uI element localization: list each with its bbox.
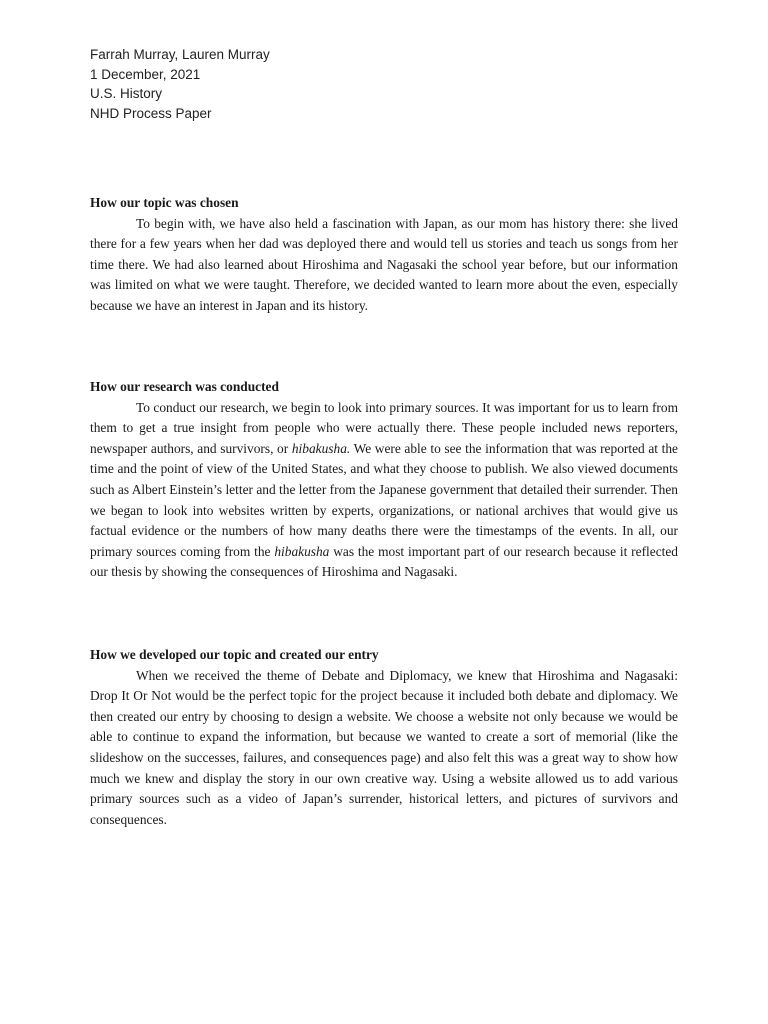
- document-date: 1 December, 2021: [90, 66, 201, 82]
- author-names: Farrah Murray, Lauren Murray: [90, 47, 270, 62]
- course-name: U.S. History: [90, 86, 163, 101]
- section-research-conducted: [90, 377, 678, 583]
- section-heading: How our topic was chosen: [90, 195, 239, 210]
- section-developed-topic: [90, 645, 678, 830]
- document-header: [90, 45, 270, 123]
- section-body: [90, 398, 678, 583]
- section-heading: How we developed our topic and created our entry: [90, 647, 379, 662]
- body-text: To conduct our research, we begin to look into primary sources. It was important for us to learn from them to get a true insight from people who were actually there. These people included news reporters, newspaper authors, and survivors, or: [90, 399, 678, 456]
- italic-term: hibakusha.: [291, 440, 351, 456]
- section-topic-chosen: [90, 193, 678, 317]
- body-text: We were able to see the information that was reported at the time and the point of view of the United States, and what they choose to publish. We also viewed documents such as Albert Einstein’s letter and the letter from the Japanese government that detailed their surrender. Then we began to look into websites written by experts, organizations, or national archives that would give us factual evidence or the numbers of how many deaths there were the timestamps of the events. In all, our primary sources coming from the: [90, 440, 678, 559]
- section-body: When we received the theme of Debate and Diplomacy, we knew that Hiroshima and Nagasaki: Drop It Or Not would be the perfect topic for the project because it included both debate and diplomacy. We then created our entry by choosing to design a website. We choose a website not only because we would be able to continue to expand the information, but because we wanted to create a sort of memorial (like the slideshow on the successes, failures, and consequences page) and also felt this was a great way to show how much we knew and display the story in our own creative way. Using a website allowed us to add various primary sources such as a video of Japan’s surrender, historical letters, and pictures of survivors and consequences.: [90, 667, 678, 827]
- section-body: To begin with, we have also held a fascination with Japan, as our mom has history there: she lived there for a few years when her dad was deployed there and would tell us stories and teach us songs from her time there. We had also learned about Hiroshima and Nagasaki the school year before, but our information was limited on what we were taught. Therefore, we decided wanted to learn more about the even, especially because we have an interest in Japan and its history.: [90, 215, 678, 313]
- section-heading: How our research was conducted: [90, 379, 279, 394]
- body-text: was the most important part of our research because it reflected our thesis by showing the consequences of Hiroshima and Nagasaki.: [90, 543, 679, 580]
- italic-term: hibakusha: [274, 543, 330, 559]
- document-type: NHD Process Paper: [90, 105, 212, 121]
